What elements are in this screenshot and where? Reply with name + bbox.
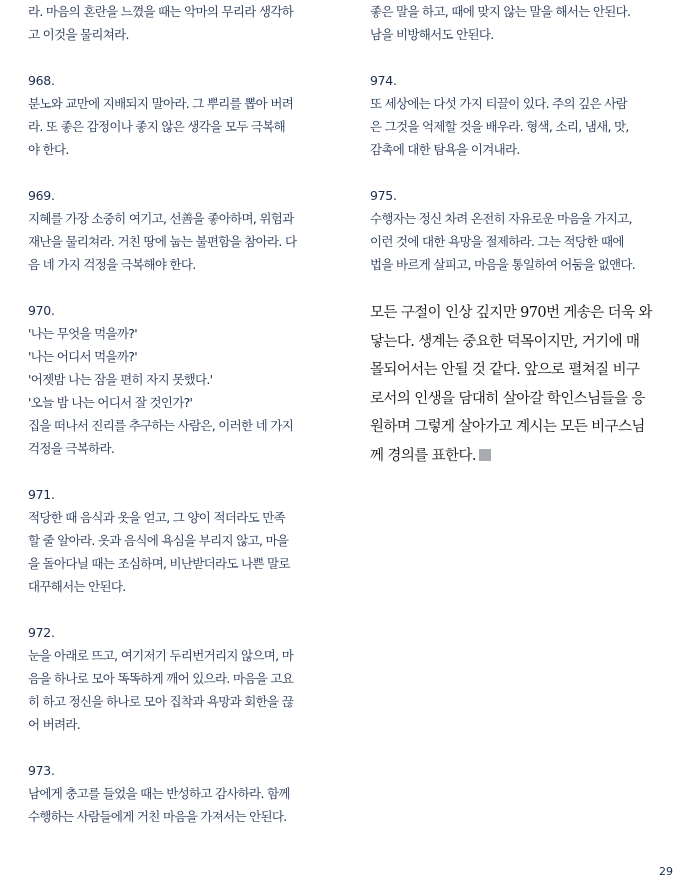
verse-line: 야 한다. bbox=[28, 142, 69, 157]
verse-block bbox=[28, 621, 328, 736]
verse-line: 걱정을 극복하라. bbox=[28, 441, 115, 456]
verse-line: 법을 바르게 살피고, 마음을 통일하여 어둠을 없앤다. bbox=[370, 257, 636, 272]
verse-line: 남에게 충고를 들었을 때는 반성하고 감사하라. 함께 bbox=[28, 786, 290, 801]
verse-line: 할 줄 알아라. 옷과 음식에 욕심을 부리지 않고, 마을 bbox=[28, 533, 289, 548]
verse-line: 을 돌아다닐 때는 조심하며, 비난받더라도 나쁜 말로 bbox=[28, 556, 290, 571]
verse-line: 재난을 물리쳐라. 거친 땅에 눕는 불편함을 참아라. 다 bbox=[28, 234, 297, 249]
verse-number: 970. bbox=[28, 303, 55, 318]
verse-number: 975. bbox=[370, 188, 397, 203]
verse-number: 973. bbox=[28, 763, 55, 778]
left-column bbox=[28, 0, 328, 851]
verse-line: 좋은 말을 하고, 때에 맞지 않는 말을 해서는 안된다. bbox=[370, 4, 631, 19]
verse-line: 음 네 가지 걱정을 극복해야 한다. bbox=[28, 257, 196, 272]
essay-line: 닿는다. 생계는 중요한 덕목이지만, 거기에 매 bbox=[370, 333, 640, 350]
essay-line-last bbox=[370, 442, 672, 471]
verse-line: '어젯밤 나는 잠을 편히 자지 못했다.' bbox=[28, 372, 213, 387]
verse-line: 라. 마음의 혼란을 느꼈을 때는 악마의 무리라 생각하 bbox=[28, 4, 294, 19]
essay-line: 원하며 그렇게 살아가고 계시는 모든 비구스님 bbox=[370, 419, 645, 435]
verse-line: 지혜를 가장 소중히 여기고, 선善을 좋아하며, 위험과 bbox=[28, 211, 294, 226]
verse-block bbox=[28, 299, 328, 460]
verse-line: 또 세상에는 다섯 가지 티끌이 있다. 주의 깊은 사람 bbox=[370, 96, 627, 111]
verse-line: 고 이것을 물리쳐라. bbox=[28, 27, 129, 42]
verse-line: 수행자는 정신 차려 온전히 자유로운 마음을 가지고, bbox=[370, 211, 632, 226]
verse-line: 수행하는 사람들에게 거친 마음을 가져서는 안된다. bbox=[28, 809, 287, 824]
verse-line: '나는 어디서 먹을까?' bbox=[28, 349, 137, 364]
essay-line: 로서의 인생을 담대히 살아갈 학인스님들을 응 bbox=[370, 390, 645, 407]
verse-line: 은 그것을 억제할 것을 배우라. 형색, 소리, 냄새, 맛, bbox=[370, 119, 629, 134]
verse-block bbox=[370, 69, 672, 161]
page-number: 29 bbox=[659, 865, 673, 878]
commentary-essay bbox=[370, 299, 672, 470]
right-column bbox=[370, 0, 672, 470]
verse-line: 음을 하나로 모아 똑똑하게 깨어 있으라. 마음을 고요 bbox=[28, 671, 294, 686]
verse-number: 974. bbox=[370, 73, 397, 88]
verse-number: 969. bbox=[28, 188, 55, 203]
left-top-fragment bbox=[28, 0, 328, 46]
verse-line: '나는 무엇을 먹을까?' bbox=[28, 326, 137, 341]
verse-block bbox=[28, 69, 328, 161]
verse-line: 이런 것에 대한 욕망을 절제하라. 그는 적당한 때에 bbox=[370, 234, 624, 249]
verse-number: 968. bbox=[28, 73, 55, 88]
verse-block bbox=[28, 184, 328, 276]
verse-block bbox=[28, 759, 328, 828]
verse-line: 히 하고 정신을 하나로 모아 집착과 욕망과 회한을 끊 bbox=[28, 694, 294, 709]
verse-number: 971. bbox=[28, 487, 55, 502]
verse-line: 어 버려라. bbox=[28, 717, 81, 732]
end-square-icon bbox=[479, 449, 491, 461]
verse-line: '오늘 밤 나는 어디서 잘 것인가?' bbox=[28, 395, 193, 410]
essay-line: 모든 구절이 인상 깊지만 970번 게송은 더욱 와 bbox=[370, 305, 652, 321]
verse-line: 분노와 교만에 지배되지 말아라. 그 뿌리를 뽑아 버려 bbox=[28, 96, 294, 111]
verse-line: 눈을 아래로 뜨고, 여기저기 두리번거리지 않으며, 마 bbox=[28, 648, 294, 663]
verse-line: 감촉에 대한 탐욕을 이겨내라. bbox=[370, 142, 520, 157]
right-top-fragment bbox=[370, 0, 672, 46]
verse-number: 972. bbox=[28, 625, 55, 640]
verse-block bbox=[28, 483, 328, 598]
left-verse-list bbox=[28, 69, 328, 828]
verse-block bbox=[370, 184, 672, 276]
verse-line: 라. 또 좋은 감정이나 좋지 않은 생각을 모두 극복해 bbox=[28, 119, 285, 134]
verse-line: 집을 떠나서 진리를 추구하는 사람은, 이러한 네 가지 bbox=[28, 418, 294, 433]
verse-line: 대꾸해서는 안된다. bbox=[28, 579, 126, 594]
verse-line: 남을 비방해서도 안된다. bbox=[370, 27, 494, 42]
essay-line-text: 께 경의를 표한다. bbox=[370, 447, 476, 464]
essay-line: 몰되어서는 안될 것 같다. 앞으로 펼쳐질 비구 bbox=[370, 362, 640, 378]
right-verse-list bbox=[370, 69, 672, 276]
verse-line: 적당한 때 음식과 옷을 얻고, 그 양이 적더라도 만족 bbox=[28, 510, 285, 525]
